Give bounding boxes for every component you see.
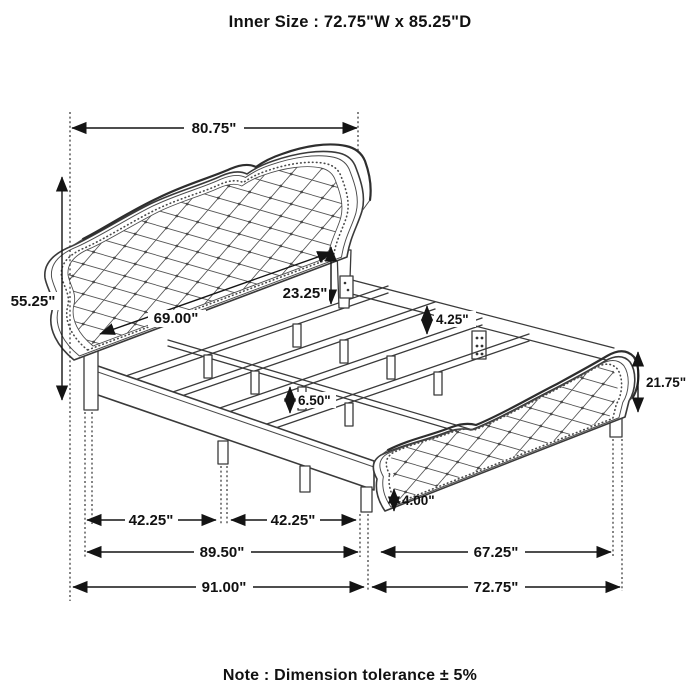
dim-label-overall-length: 91.00" (201, 579, 247, 596)
tolerance-note: Note : Dimension tolerance ± 5% (222, 667, 478, 684)
slat-leg (387, 356, 395, 379)
dim-label-frame-inner-length: 89.50" (199, 544, 245, 561)
dim-label-headboard-clearance: 23.25" (282, 285, 328, 302)
dim-label-headboard-height: 55.25" (10, 293, 56, 310)
rail-center-leg (218, 441, 228, 464)
slat-leg (293, 324, 301, 347)
slat-leg (204, 355, 212, 378)
dim-headboard-width (72, 119, 357, 137)
dim-frame-inner-length (87, 543, 358, 561)
dim-front-rail-span-right (231, 511, 356, 529)
dim-label-footboard-inner-width: 67.25" (473, 544, 519, 561)
dim-front-rail-span-left (87, 511, 216, 529)
bed-drawing (35, 140, 640, 515)
slat-leg (340, 340, 348, 363)
dim-footboard-overall-width (372, 578, 620, 596)
dim-label-front-rail-span-right: 42.25" (270, 512, 316, 529)
headboard-rail-bracket (340, 276, 353, 298)
slat-leg (345, 403, 353, 426)
inner-size-title: Inner Size : 72.75"W x 85.25"D (228, 13, 472, 31)
center-rail-bracket (472, 331, 486, 359)
slat-leg (251, 371, 259, 394)
dim-label-slat-support-height: 6.50" (298, 393, 331, 408)
dim-footboard-height (638, 352, 686, 412)
dim-label-headboard-width: 80.75" (191, 120, 237, 137)
dim-label-headboard-inner-width: 69.00" (153, 310, 199, 327)
near-side-rail (95, 365, 374, 492)
dim-label-footboard-overall-width: 72.75" (473, 579, 519, 596)
dim-label-front-rail-span-left: 42.25" (128, 512, 174, 529)
slat-leg (434, 372, 442, 395)
footboard-leg-left (361, 487, 372, 512)
dim-footboard-inner-width (381, 543, 611, 561)
dim-label-footboard-height: 21.75" (646, 375, 687, 390)
dim-label-footboard-leg-height: 4.00" (402, 493, 435, 508)
slat (214, 318, 482, 417)
dim-label-rail-height: 4.25" (436, 312, 469, 327)
rail-support-leg (300, 466, 310, 492)
dim-overall-length (73, 578, 364, 596)
footboard (361, 350, 640, 515)
